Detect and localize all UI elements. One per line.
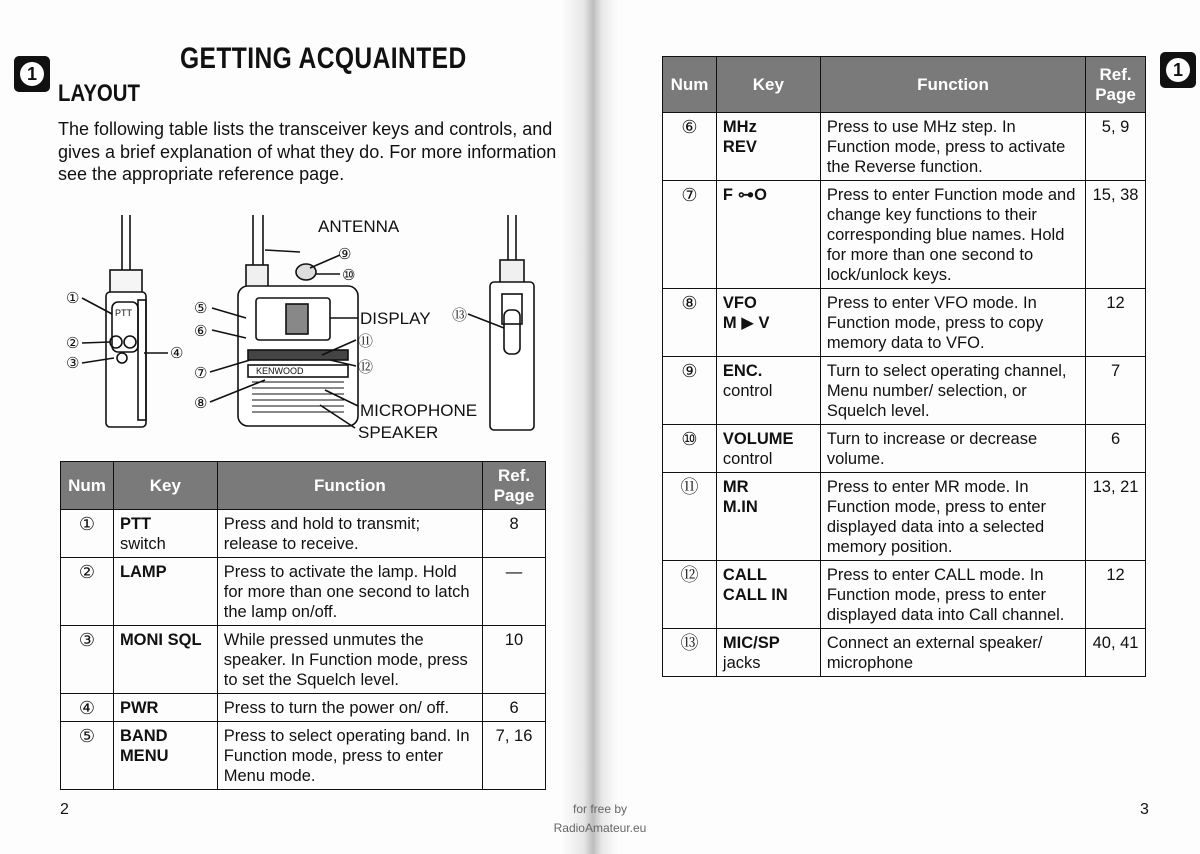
key-type: jacks [722,654,761,672]
book-gutter [560,0,620,854]
footer-line-2: RadioAmateur.eu [553,821,647,835]
row-key [716,561,820,629]
header-key: Key [113,462,217,510]
key-name: LAMP [119,563,167,581]
row-function: Press to turn the power on/ off. [217,694,482,722]
side-view-right-radio [490,215,534,430]
header-num: Num [663,57,717,113]
row-function: Turn to increase or decrease volume. [820,425,1085,473]
side-view-left-radio [106,215,146,427]
row-function: Press to activate the lamp. Hold for more than one second to latch the lamp on/off. [217,558,482,626]
row-ref-page: 40, 41 [1086,629,1146,677]
row-ref-page: 10 [483,626,546,694]
row-ref-page: 6 [483,694,546,722]
label-ptt: PTT [115,308,132,318]
table-row [663,561,1146,629]
label-microphone: MICROPHONE [360,401,478,420]
row-key [716,473,820,561]
row-key [716,629,820,677]
key-name: MR M.IN [722,478,758,516]
callout-1: ① [66,290,80,307]
row-ref-page: 6 [1086,425,1146,473]
row-key [716,357,820,425]
row-ref-page: 15, 38 [1086,181,1146,289]
callout-12: ⑫ [358,359,374,376]
row-ref-page: — [483,558,546,626]
callout-11: ⑪ [358,333,374,350]
row-num: ⑧ [663,289,717,357]
table-row [61,626,546,694]
table-row [663,181,1146,289]
chapter-number-right: 1 [1166,58,1190,82]
key-name: MONI SQL [119,631,202,649]
key-name: VOLUME [722,430,794,448]
row-function: Press to enter CALL mode. In Function mode, press to enter displayed data into Call channel. [820,561,1085,629]
row-ref-page: 7 [1086,357,1146,425]
row-key [113,626,217,694]
row-function: While pressed unmutes the speaker. In Function mode, press to set the Squelch level. [217,626,482,694]
footer-credit [520,800,680,838]
callout-8: ⑧ [194,395,208,412]
label-brand: KENWOOD [256,366,304,376]
key-name: ENC. [722,362,763,380]
row-key [113,722,217,790]
row-num: ⑤ [61,722,114,790]
chapter-badge-right [1160,52,1196,88]
label-display: DISPLAY [360,309,431,328]
header-key: Key [716,57,820,113]
transceiver-layout-figure [60,210,550,450]
key-name: CALL CALL IN [722,566,788,604]
table-row [61,694,546,722]
table-row [663,425,1146,473]
row-num: ③ [61,626,114,694]
row-key [113,510,217,558]
intro-paragraph: The following table lists the transceiver keys and controls, and gives a brief explanation of what they do. For more information see the appropriate reference page. [58,119,557,184]
row-num: ⑦ [663,181,717,289]
table-row [663,473,1146,561]
row-num: ⑩ [663,425,717,473]
row-num: ⑫ [663,561,717,629]
row-num: ⑬ [663,629,717,677]
key-name: PWR [119,699,159,717]
row-key [716,289,820,357]
row-ref-page: 8 [483,510,546,558]
page-number-left: 2 [60,801,69,818]
key-type: control [722,382,773,400]
header-function: Function [820,57,1085,113]
chapter-number: 1 [20,62,44,86]
callout-7: ⑦ [194,365,208,382]
callout-3: ③ [66,355,80,372]
row-ref-page: 13, 21 [1086,473,1146,561]
section-title: LAYOUT [58,80,140,107]
key-name: PTT [119,515,152,533]
row-ref-page: 12 [1086,561,1146,629]
callout-6: ⑥ [194,323,208,340]
label-antenna: ANTENNA [318,217,400,236]
chapter-title: GETTING ACQUAINTED [180,42,467,75]
key-name: MIC/SP [722,634,780,652]
callout-5: ⑤ [194,300,208,317]
key-name: VFO M ▶ V [722,294,770,332]
header-ref-page: Ref. Page [483,462,546,510]
header-ref-page: Ref. Page [1086,57,1146,113]
row-ref-page: 5, 9 [1086,113,1146,181]
table-row [663,357,1146,425]
callout-4: ④ [170,345,184,362]
row-key [716,181,820,289]
table-row [663,629,1146,677]
header-function: Function [217,462,482,510]
table-row [663,113,1146,181]
row-key [113,694,217,722]
keys-table-right [662,56,1146,677]
page-number-right: 3 [1140,801,1149,818]
callout-10: ⑩ [342,267,356,284]
row-function: Press and hold to transmit; release to receive. [217,510,482,558]
row-function: Turn to select operating channel, Menu number/ selection, or Squelch level. [820,357,1085,425]
key-type: switch [119,535,166,553]
header-num: Num [61,462,114,510]
row-key [716,113,820,181]
key-name: MHz REV [722,118,757,156]
callout-9: ⑨ [338,246,352,263]
table-row [61,510,546,558]
label-speaker: SPEAKER [358,423,439,442]
row-key [716,425,820,473]
row-function: Press to use MHz step. In Function mode, press to activate the Reverse function. [820,113,1085,181]
row-function: Press to enter Function mode and change key functions to their corresponding blue names. Hold for more than one second to lock/unlock keys. [820,181,1085,289]
row-num: ① [61,510,114,558]
row-key [113,558,217,626]
row-num: ⑥ [663,113,717,181]
key-type: control [722,450,773,468]
row-num: ④ [61,694,114,722]
row-ref-page: 7, 16 [483,722,546,790]
table-row [663,289,1146,357]
table-row [61,558,546,626]
row-num: ② [61,558,114,626]
row-function: Press to select operating band. In Function mode, press to enter Menu mode. [217,722,482,790]
footer-line-1: for free by [572,802,628,816]
row-num: ⑨ [663,357,717,425]
key-name: F ⊶O [722,186,767,204]
callout-13: ⑬ [452,307,468,324]
row-function: Press to enter MR mode. In Function mode, press to enter displayed data into a selected memory position. [820,473,1085,561]
row-function: Connect an external speaker/ microphone [820,629,1085,677]
callout-2: ② [66,335,80,352]
key-name: BAND MENU [119,727,169,765]
table-row [61,722,546,790]
row-num: ⑪ [663,473,717,561]
chapter-badge-left [14,56,50,92]
row-ref-page: 12 [1086,289,1146,357]
row-function: Press to enter VFO mode. In Function mode, press to copy memory data to VFO. [820,289,1085,357]
keys-table-left [60,461,546,790]
